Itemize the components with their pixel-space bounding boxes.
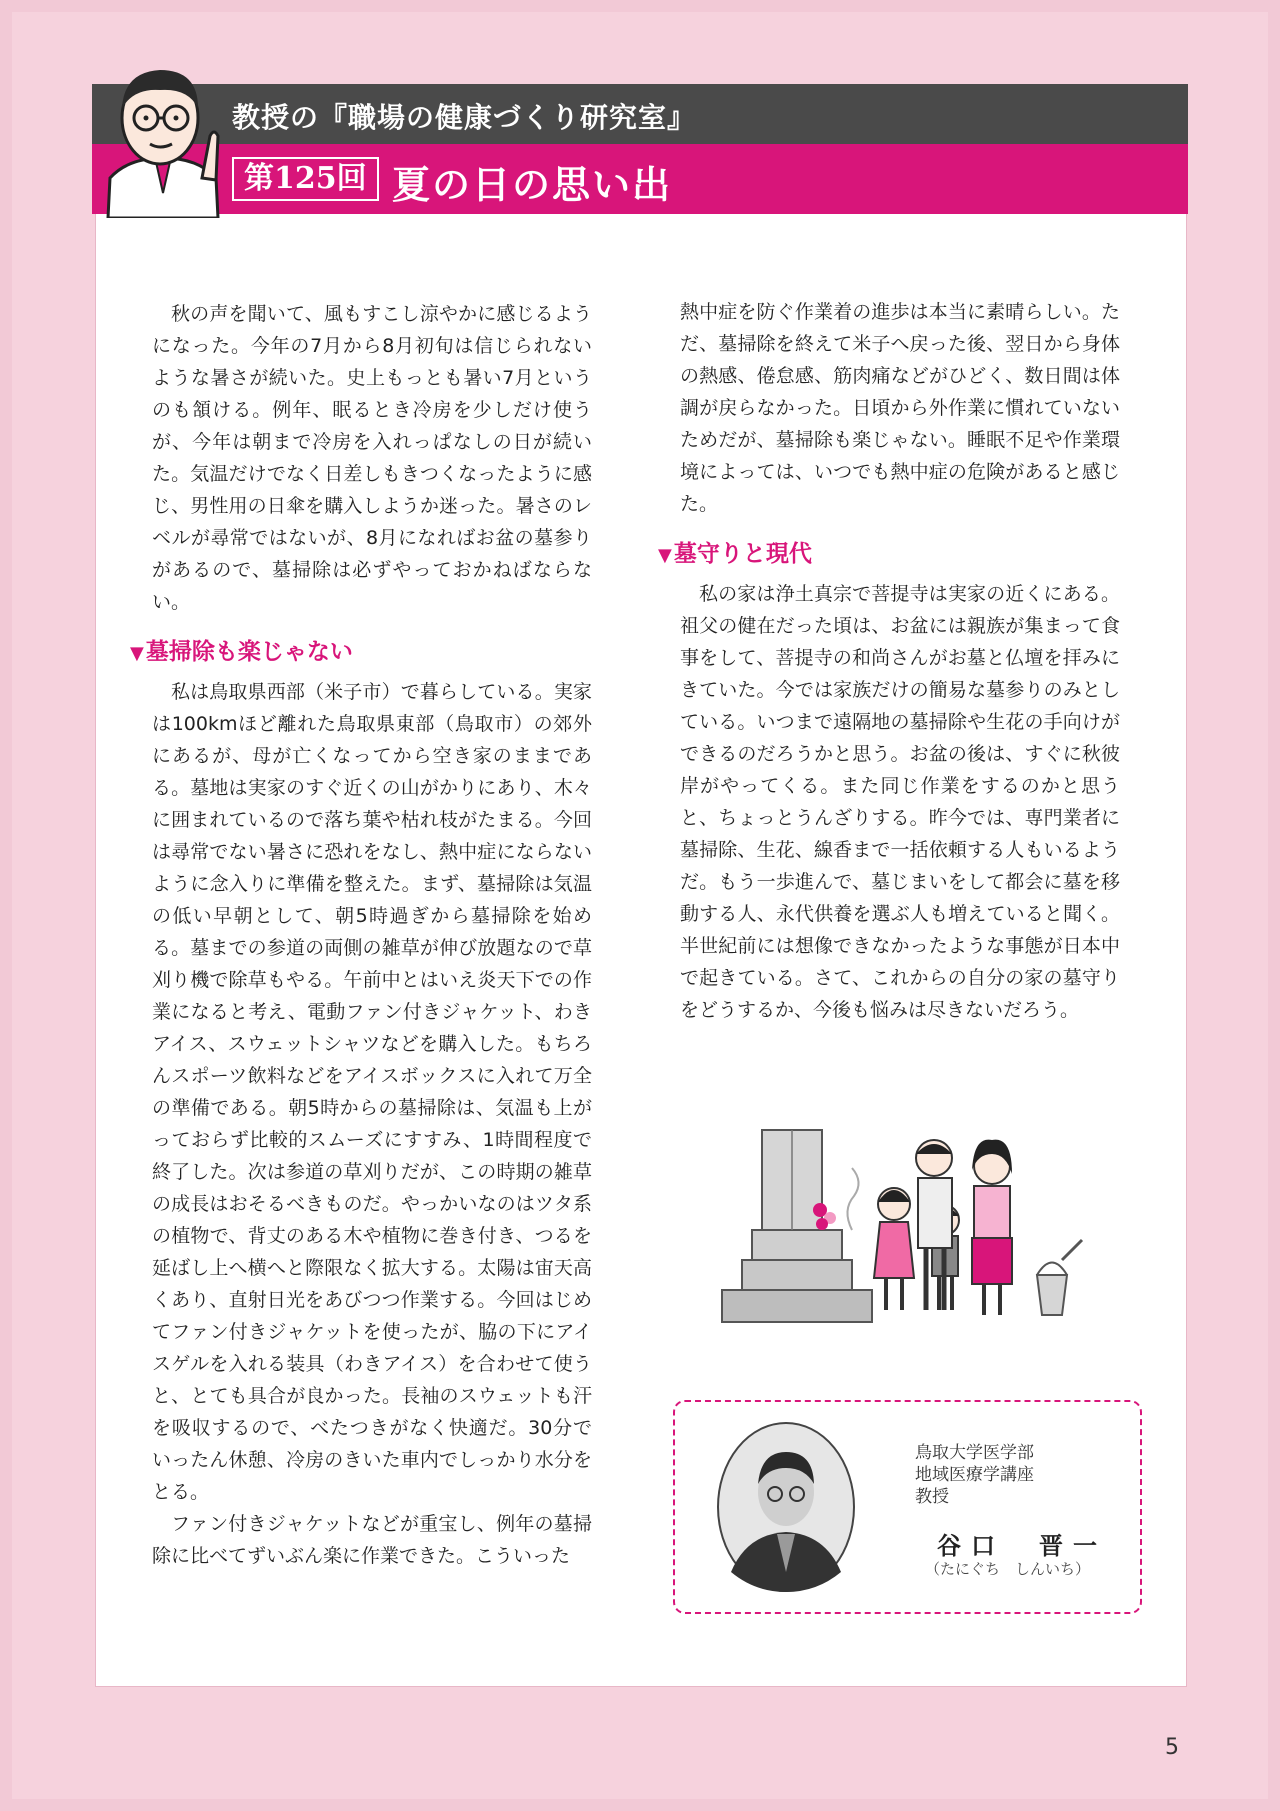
section-heading-1 xyxy=(130,636,592,670)
author-photo xyxy=(717,1422,855,1592)
title-header xyxy=(92,144,1188,214)
section1-paragraph-2-continued: 熱中症を防ぐ作業着の進歩は本当に素晴らしい。ただ、墓掃除を終えて米子へ戻った後、翌日から身体の熱感、倦怠感、筋肉痛などがひどく、数日間は体調が戻らなかった。日頃から外作業に慣れていないためだが、墓掃除も楽じゃない。睡眠不足や作業環境によっては、いつでも熱中症の危険があると感じた。 xyxy=(680,301,1120,515)
section-heading-2 xyxy=(658,538,1120,572)
left-column xyxy=(130,298,592,1572)
series-header xyxy=(92,84,1188,144)
author-position: 教授 xyxy=(915,1487,949,1507)
author-profile xyxy=(673,1400,1142,1614)
section2-paragraph: 私の家は浄土真宗で菩提寺は実家の近くにある。祖父の健在だった頃は、お盆には親族が集まって食事をして、菩提寺の和尚さんがお墓と仏壇を拝みにきていた。今では家族だけの簡易な墓参りのみとしている。いつまで遠隔地の墓掃除や生花の手向けができるのだろうかと思う。お盆の後は、すぐに秋彼岸がやってくる。また同じ作業をするのかと思うと、ちょっとうんざりする。昨今では、専門業者に墓掃除、生花、線香まで一括依頼する人もいるようだ。もう一歩進んで、墓じまいをして都会に墓を移動する人、永代供養を選ぶ人も増えていると聞く。半世紀前には想像できなかったような事態が日本中で起きている。さて、これからの自分の家の墓守りをどうするか、今後も悩みは尽きないだろう。 xyxy=(680,583,1120,1021)
affiliation-department: 地域医療学講座 xyxy=(915,1465,1034,1485)
page-number: 5 xyxy=(1165,1735,1179,1760)
author-name: 谷口 晋一 xyxy=(937,1532,1107,1560)
author-affiliation xyxy=(915,1442,1034,1508)
professor-mascot-icon xyxy=(98,58,228,218)
series-title: 教授の『職場の健康づくり研究室』 xyxy=(232,101,697,134)
section1-paragraph-2: ファン付きジャケットなどが重宝し、例年の墓掃除に比べてずいぶん楽に作業できた。こういった xyxy=(152,1513,592,1567)
right-column xyxy=(658,296,1120,1026)
section-heading-1-text: 墓掃除も楽じゃない xyxy=(145,639,353,665)
section1-paragraph-1: 私は鳥取県西部（米子市）で暮らしている。実家は100kmほど離れた鳥取県東部（鳥取市）の郊外にあるが、母が亡くなってから空き家のままである。墓地は実家のすぐ近くの山がかりにあり、木々に囲まれているので落ち葉や枯れ枝がたまる。今回は尋常でない暑さに恐れをなし、熱中症にならないように念入りに準備を整えた。まず、墓掃除は気温の低い早朝として、朝5時過ぎから墓掃除を始める。墓までの参道の両側の雑草が伸び放題なので草刈り機で除草もやる。午前中とはいえ炎天下での作業になると考え、電動ファン付きジャケット、わきアイス、スウェットシャツなどを購入した。もちろんスポーツ飲料などをアイスボックスに入れて万全の準備である。朝5時からの墓掃除は、気温も上がっておらず比較的スムーズにすすみ、1時間程度で終了した。次は参道の草刈りだが、この時期の雑草の成長はおそるべきものだ。やっかいなのはツタ系の植物で、背丈のある木や植物に巻き付き、つるを延ばし上へ横へと際限なく拡大する。太陽は宙天高くあり、直射日光をあびつつ作業する。今回はじめてファン付きジャケットを使ったが、脇の下にアイスゲルを入れる装具（わきアイス）を合わせて使うと、とても具合が良かった。長袖のスウェットも汗を吸収するので、べたつきがなく快適だ。30分でいったん休憩、冷房のきいた車内でしっかり水分をとる。 xyxy=(152,681,592,1503)
article-title: 夏の日の思い出 xyxy=(392,162,673,207)
intro-paragraph: 秋の声を聞いて、風もすこし涼やかに感じるようになった。今年の7月から8月初旬は信じられないような暑さが続いた。史上もっとも暑い7月というのも頷ける。例年、眠るとき冷房を少しだけ使うが、今年は朝まで冷房を入れっぱなしの日が続いた。気温だけでなく日差しもきつくなったように感じ、男性用の日傘を購入しようか迷った。暑さのレベルが尋常ではないが、8月になればお盆の墓参りがあるので、墓掃除は必ずやっておかねばならない。 xyxy=(152,303,592,613)
author-name-reading: （たにぐち しんいち） xyxy=(925,1560,1091,1578)
grave-visit-illustration xyxy=(712,1110,1092,1330)
triangle-down-icon: ▼ xyxy=(658,545,672,566)
affiliation-university: 鳥取大学医学部 xyxy=(915,1443,1034,1463)
issue-label: 第125回 xyxy=(232,157,379,201)
triangle-down-icon: ▼ xyxy=(130,643,144,664)
section-heading-2-text: 墓守りと現代 xyxy=(673,541,812,567)
